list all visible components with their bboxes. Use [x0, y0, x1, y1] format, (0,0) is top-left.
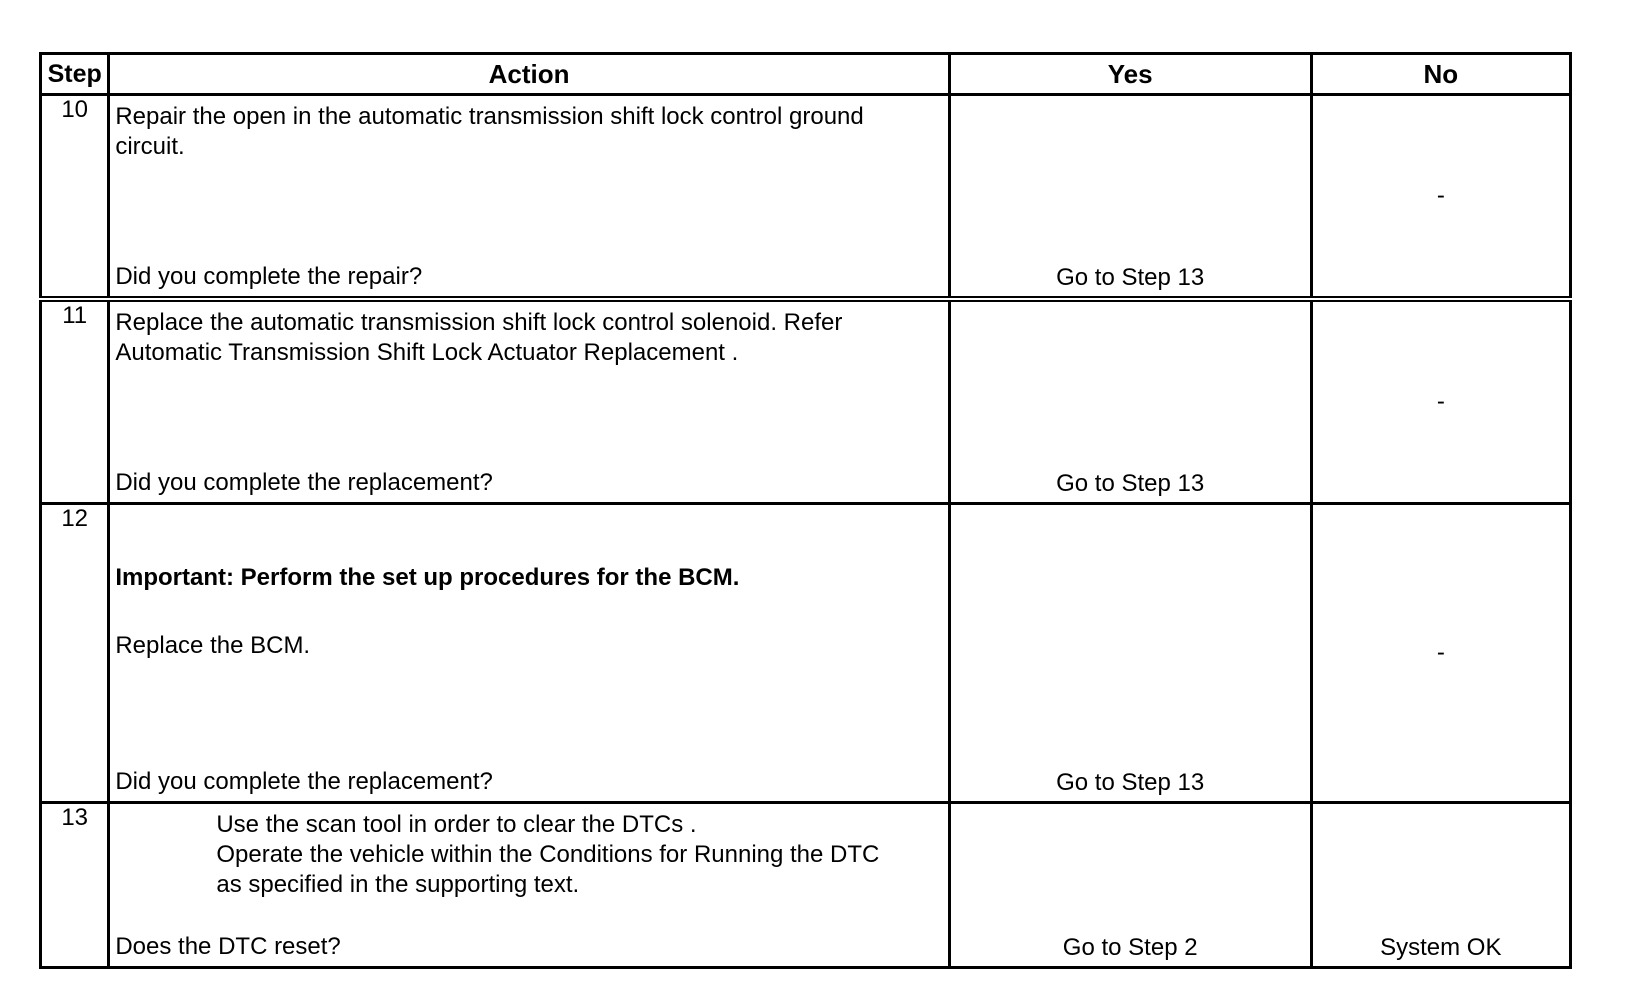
step-number: 11 [41, 299, 109, 504]
header-action: Action [109, 54, 949, 95]
step-number: 10 [41, 95, 109, 300]
yes-cell [949, 803, 1311, 968]
action-text: as specified in the supporting text. [216, 871, 580, 898]
no-cell [1311, 504, 1570, 803]
header-yes: Yes [949, 54, 1311, 95]
no-result: System OK [1380, 934, 1502, 961]
action-cell [109, 803, 949, 968]
action-text: Use the scan tool in order to clear the DTCs . [216, 811, 697, 838]
action-text: circuit. [115, 133, 185, 160]
action-text: Repair the open in the automatic transmission shift lock control ground [115, 103, 864, 130]
question-text: Did you complete the replacement? [115, 469, 493, 496]
step-number: 12 [41, 504, 109, 803]
action-text: Operate the vehicle within the Conditions for Running the DTC [216, 841, 880, 868]
table-row [41, 299, 1571, 504]
yes-result: Go to Step 13 [1056, 264, 1205, 291]
no-result: - [1436, 639, 1445, 666]
yes-cell [949, 95, 1311, 300]
question-text: Did you complete the replacement? [115, 768, 493, 795]
header-step: Step [41, 54, 109, 95]
yes-result: Go to Step 2 [1062, 934, 1198, 961]
no-cell [1311, 95, 1570, 300]
table-row [41, 803, 1571, 968]
action-text: Automatic Transmission Shift Lock Actuator Replacement . [115, 339, 739, 366]
yes-result: Go to Step 13 [1056, 769, 1205, 796]
action-cell [109, 95, 949, 300]
yes-result: Go to Step 13 [1056, 470, 1205, 497]
question-text: Does the DTC reset? [115, 933, 341, 960]
yes-cell [949, 504, 1311, 803]
action-cell [109, 504, 949, 803]
no-cell [1311, 299, 1570, 504]
table-row [41, 95, 1571, 300]
question-text: Did you complete the repair? [115, 263, 423, 290]
yes-cell [949, 299, 1311, 504]
action-text: Replace the BCM. [115, 632, 311, 659]
step-number: 13 [41, 803, 109, 968]
no-cell [1311, 803, 1570, 968]
header-row [41, 54, 1571, 95]
no-result: - [1436, 182, 1445, 209]
action-text: Replace the automatic transmission shift lock control solenoid. Refer [115, 309, 843, 336]
header-no: No [1311, 54, 1570, 95]
diagnostic-table [39, 52, 1572, 969]
no-result: - [1436, 388, 1445, 415]
table-row [41, 504, 1571, 803]
important-note: Important: Perform the set up procedures for the BCM. [115, 564, 740, 591]
action-cell [109, 299, 949, 504]
